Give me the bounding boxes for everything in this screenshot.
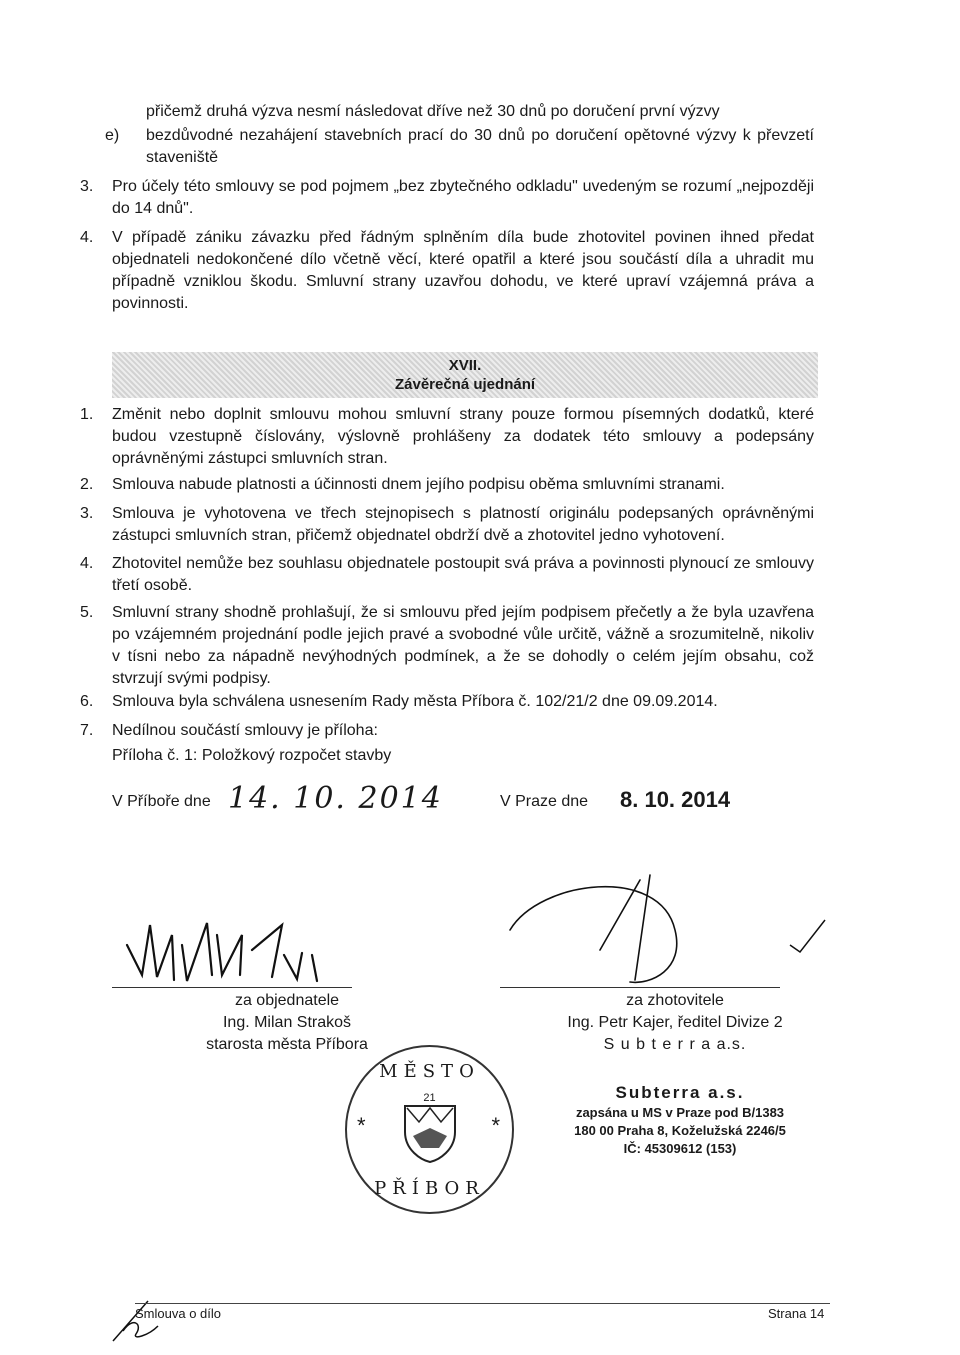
point-number: 6. xyxy=(80,693,94,710)
section-title: Závěrečná ujednání xyxy=(394,376,536,393)
signature-line-right xyxy=(500,987,780,988)
stamped-date-right: 8. 10. 2014 xyxy=(620,787,731,812)
signatory-name: Ing. Milan Strakoš xyxy=(222,1014,352,1031)
company-stamp xyxy=(540,1082,820,1158)
seal-star-left: * xyxy=(357,1113,366,1138)
coat-of-arms-icon xyxy=(399,1102,461,1164)
stamp-company-id: IČ: 45309612 (153) xyxy=(623,1141,737,1156)
section-number: XVII. xyxy=(448,357,482,374)
point-text: Nedílnou součástí smlouvy je příloha: xyxy=(112,722,378,739)
signatory-role: za objednatele xyxy=(234,992,340,1009)
point-number: 7. xyxy=(80,722,94,739)
point-text: Změnit nebo doplnit smlouvu mohou smluvní strany pouze formou písemných dodatků, které budou vzestupně číslovány, výslovně prohlášeny za dodatek této smlouvy a podepsány oprávněnými zástupci smluvních stran. xyxy=(112,406,814,467)
point-text: Smlouva nabude platnosti a účinnosti dnem jejího podpisu oběma smluvními stranami. xyxy=(112,476,725,493)
signatory-right xyxy=(500,990,850,1056)
seal-star-right: * xyxy=(491,1113,500,1138)
seal-top-text: MĚSTO xyxy=(379,1061,480,1082)
point-text: Smlouva byla schválena usnesením Rady města Příbora č. 102/21/2 dne 09.09.2014. xyxy=(112,693,718,710)
point-number: 4. xyxy=(80,555,94,572)
footer-rule xyxy=(135,1303,830,1304)
point-text: Zhotovitel nemůže bez souhlasu objednatele postoupit svá práva a povinnosti plynoucí ze smlouvy třetí osobě. xyxy=(112,555,814,594)
item-e-label: e) xyxy=(105,127,120,144)
signature-line-left xyxy=(112,987,352,988)
stamp-company-name: Subterra a.s. xyxy=(615,1083,745,1102)
point-number: 4. xyxy=(80,229,94,246)
signatory-role: za zhotovitele xyxy=(626,992,724,1009)
item-e-text: bezdůvodné nezahájení stavebních prací do 30 dnů po doručení opětovné výzvy k převzetí staveniště xyxy=(146,127,814,166)
point-number: 3. xyxy=(80,505,94,522)
signatory-name: Ing. Petr Kajer, ředitel Divize 2 xyxy=(567,1014,783,1031)
point-text: Smlouva je vyhotovena ve třech stejnopisech s platností originálu podepsaných oprávněnými zástupci smluvních stran, přičemž objednatel obdrží dvě a zhotovitel jedno vyhotovení. xyxy=(112,505,814,544)
city-seal xyxy=(345,1045,514,1214)
stamp-address: 180 00 Praha 8, Koželužská 2246/5 xyxy=(574,1123,786,1138)
seal-bottom-text: PŘÍBOR xyxy=(374,1178,485,1199)
signatory-company: S u b t e r r a a.s. xyxy=(603,1036,747,1053)
signatory-title: starosta města Příbora xyxy=(206,1036,368,1053)
signatory-left xyxy=(112,990,462,1056)
point-number: 1. xyxy=(80,406,94,423)
point-number: 2. xyxy=(80,476,94,493)
point-text: V případě zániku závazku před řádným splněním díla bude zhotovitel povinen ihned předat objednateli nedokončené dílo včetně věcí, které opatřil a které jsou součástí díla a uhradit mu případně vzniklou škodu. Smluvní strany uzavřou dohodu, ve které upraví vzájemná práva a povinnosti. xyxy=(112,229,814,312)
point-number: 5. xyxy=(80,604,94,621)
handwritten-date-left: 14. 10. 2014 xyxy=(228,781,443,816)
page-number: Strana 14 xyxy=(768,1306,825,1321)
place-date-label-left: V Příboře dne xyxy=(112,793,211,810)
point-text: Smluvní strany shodně prohlašují, že si smlouvu před jejím podpisem přečetly a že byla uzavřena po vzájemném projednání podle jejich pravé a svobodné vůle určitě, vážně a srozumitelně, nikoliv v tísni nebo za nápadně nevýhodných podmínek, a že se dohodly o celém jejím obsahu, což stvrzují svými podpisy. xyxy=(112,604,814,687)
place-date-label-right: V Praze dne xyxy=(500,793,589,810)
point-number: 3. xyxy=(80,178,94,195)
attachment-line: Příloha č. 1: Položkový rozpočet stavby xyxy=(112,747,392,764)
point-text: Pro účely této smlouvy se pod pojmem „bez zbytečného odkladu" uvedeným se rozumí „nejpozději do 14 dnů". xyxy=(112,178,814,217)
signature-left xyxy=(112,905,352,985)
section-header xyxy=(112,352,818,398)
seal-number: 21 xyxy=(423,1092,436,1104)
stamp-registration: zapsána u MS v Praze pod B/1383 xyxy=(575,1105,785,1120)
intro-line: přičemž druhá výzva nesmí následovat dříve než 30 dnů po doručení první výzvy xyxy=(146,103,720,120)
footer-left: Smlouva o dílo xyxy=(135,1306,221,1321)
signature-right xyxy=(500,870,830,985)
